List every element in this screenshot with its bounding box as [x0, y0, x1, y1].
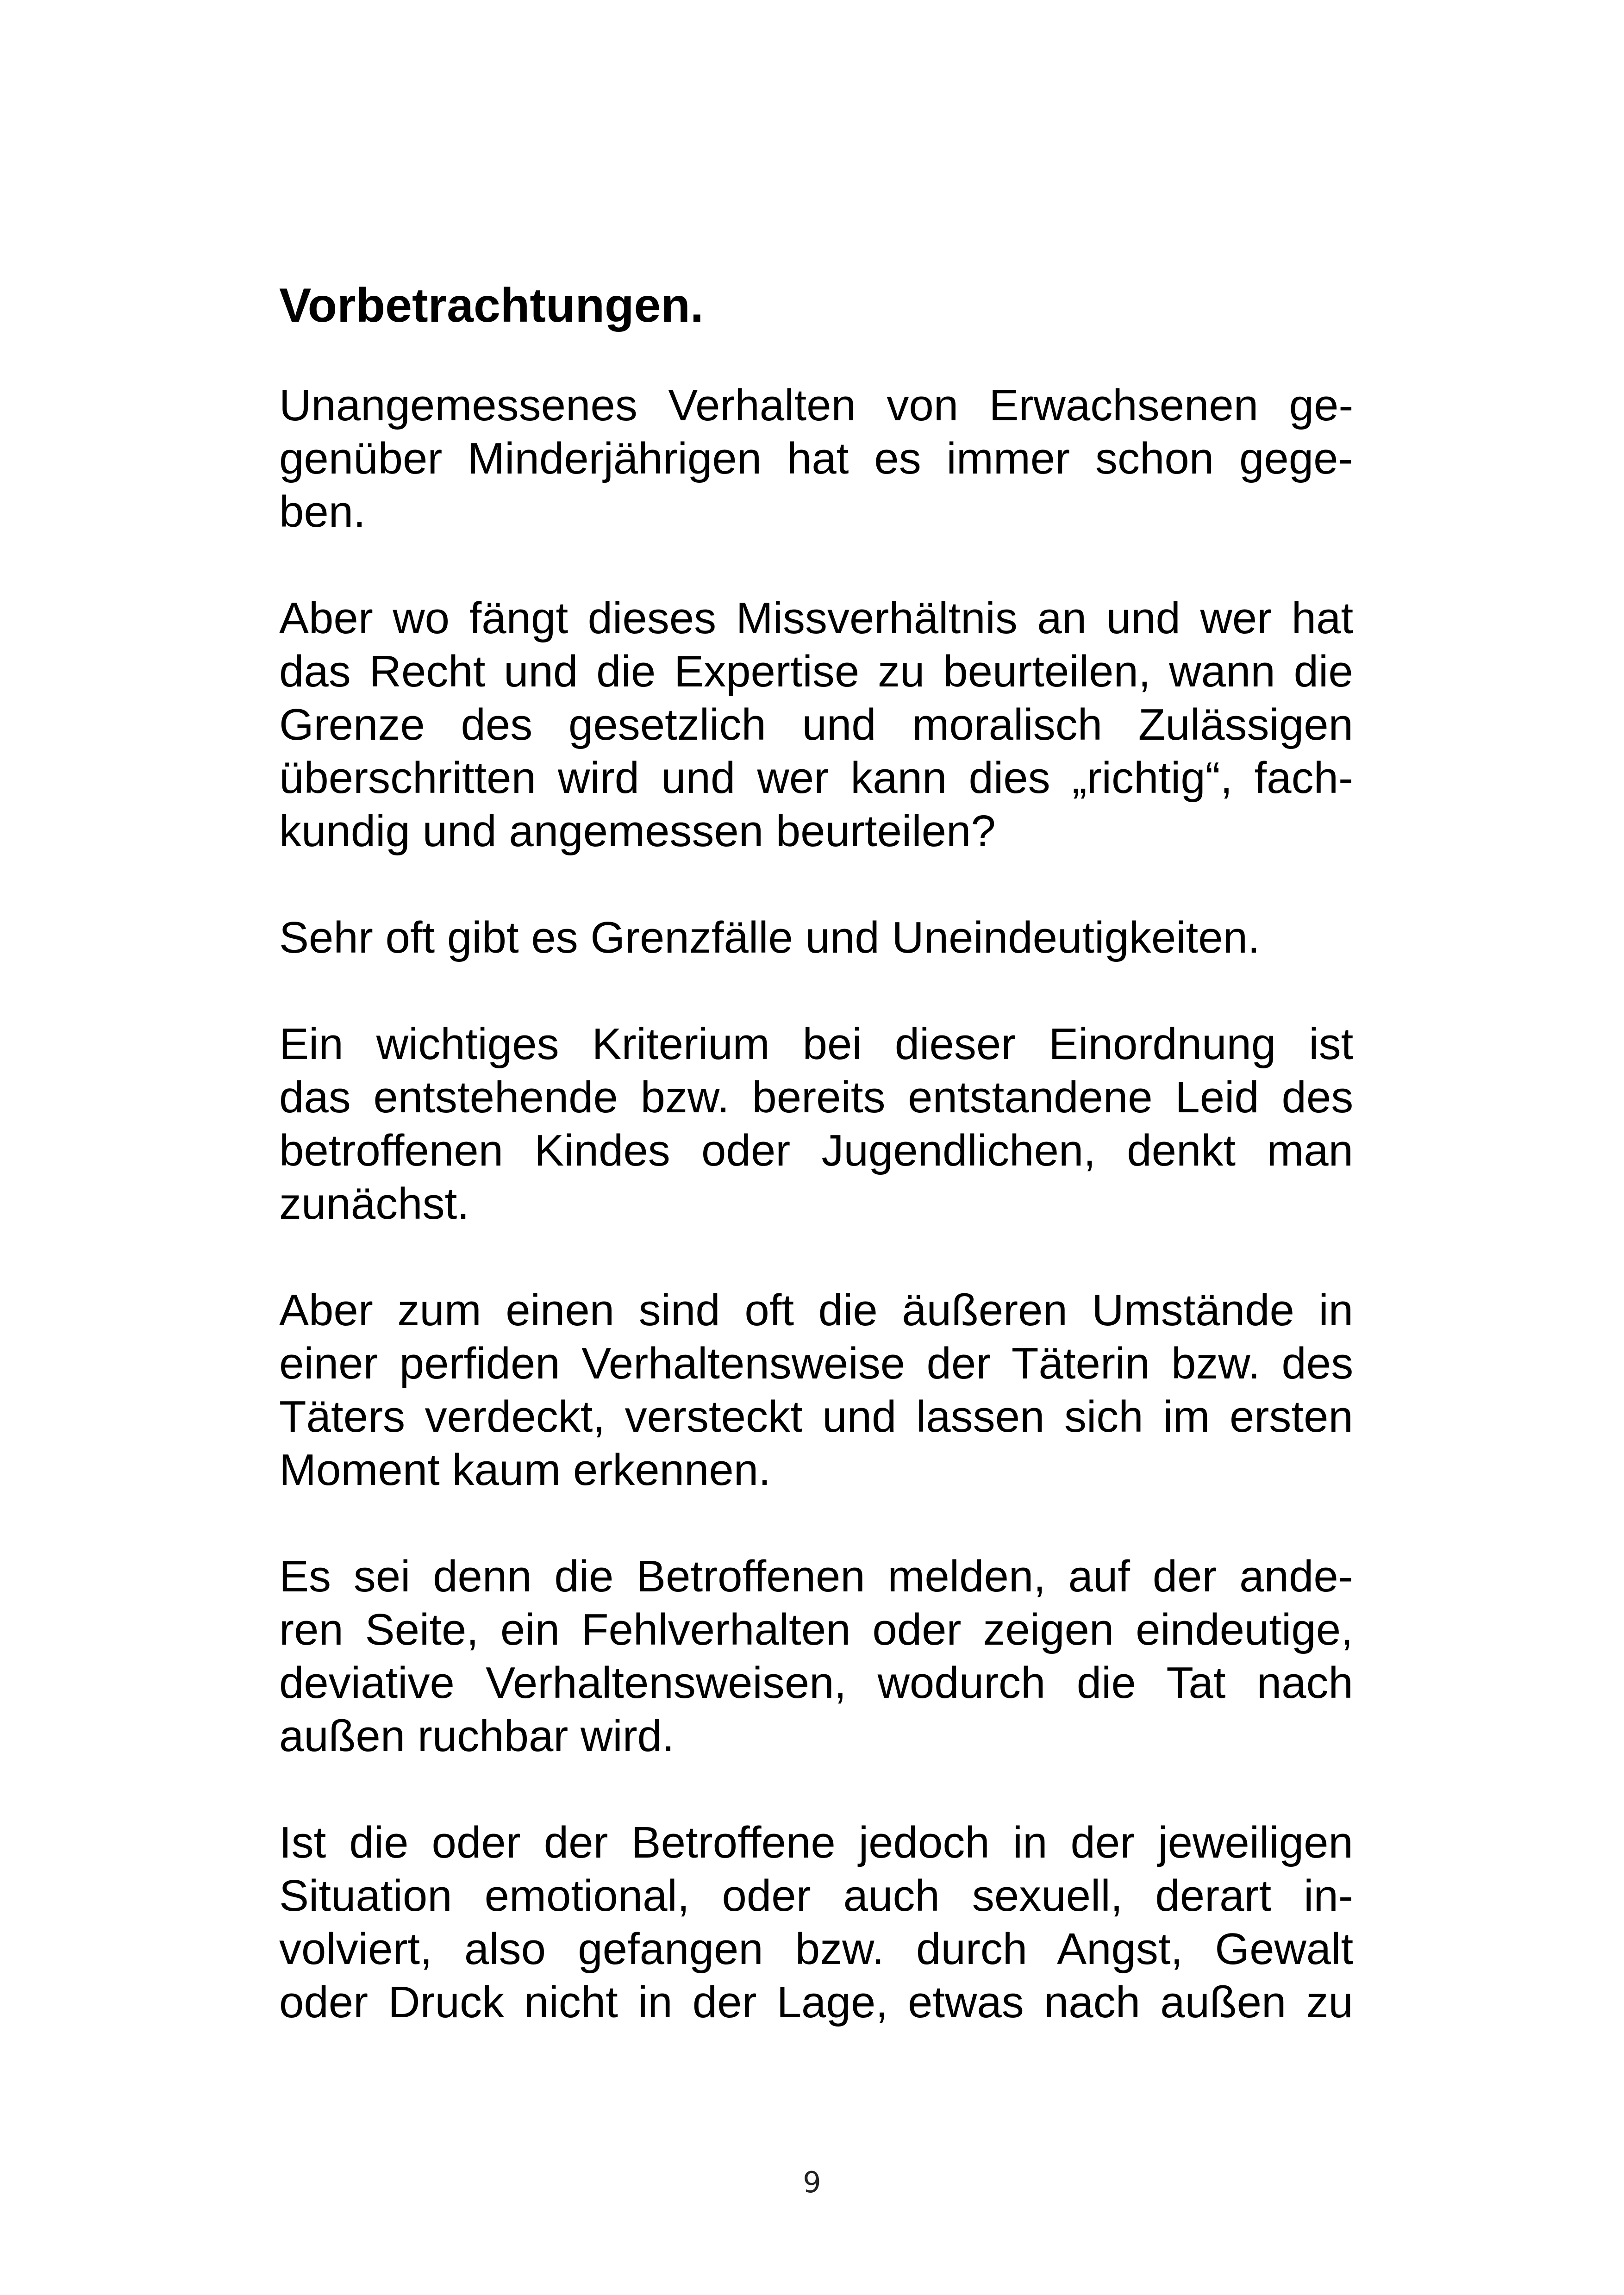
page-number: 9 — [803, 2165, 821, 2199]
text-line: einer perfiden Verhaltensweise der Täterin bzw. des — [279, 1339, 1354, 1388]
paragraph — [279, 1017, 1353, 1230]
chapter-heading: Vorbetrachtungen. — [279, 279, 704, 332]
text-line: volviert, also gefangen bzw. durch Angst, Gewalt — [279, 1924, 1354, 1974]
text-line: Situation emotional, oder auch sexuell, derart in- — [279, 1871, 1353, 1921]
text-line: ren Seite, ein Fehlverhalten oder zeigen eindeutige, — [279, 1605, 1353, 1654]
text-line: Unangemessenes Verhalten von Erwachsenen ge- — [279, 380, 1354, 430]
text-line: Grenze des gesetzlich und moralisch Zulässigen — [279, 700, 1354, 749]
text-line: Sehr oft gibt es Grenzfälle und Uneindeutigkeiten. — [279, 913, 1260, 962]
text-line: Aber wo fängt dieses Missverhältnis an und wer hat — [279, 593, 1354, 643]
text-line: deviative Verhaltensweisen, wodurch die Tat nach — [279, 1658, 1353, 1708]
text-line: kundig und angemessen beurteilen? — [279, 806, 996, 856]
text-line: Es sei denn die Betroffenen melden, auf der ande- — [279, 1552, 1353, 1601]
text-line: ben. — [279, 487, 366, 536]
paragraph-list — [279, 379, 1353, 2029]
paragraph — [279, 911, 1353, 964]
text-line: außen ruchbar wird. — [279, 1711, 675, 1761]
paragraph — [279, 1816, 1353, 2029]
paragraph — [279, 1284, 1353, 1497]
paragraph — [279, 1550, 1353, 1763]
text-line: Ein wichtiges Kriterium bei dieser Einordnung ist — [279, 1019, 1354, 1069]
text-line: zunächst. — [279, 1179, 469, 1229]
text-line: das Recht und die Expertise zu beurteilen, wann die — [279, 647, 1353, 696]
paragraph — [279, 592, 1353, 858]
text-line: betroffenen Kindes oder Jugendlichen, denkt man — [279, 1126, 1354, 1175]
text-line: Ist die oder der Betroffene jedoch in der jeweiligen — [279, 1818, 1353, 1867]
body-text-block — [279, 273, 1353, 2029]
text-line: das entstehende bzw. bereits entstandene Leid des — [279, 1073, 1354, 1122]
text-line: Täters verdeckt, versteckt und lassen sich im ersten — [279, 1392, 1353, 1441]
text-line: genüber Minderjährigen hat es immer schon gege- — [279, 434, 1353, 483]
paragraph — [279, 379, 1353, 538]
text-line: Moment kaum erkennen. — [279, 1445, 771, 1495]
text-line: Aber zum einen sind oft die äußeren Umstände in — [279, 1285, 1354, 1335]
text-line: oder Druck nicht in der Lage, etwas nach außen zu — [279, 1977, 1353, 2027]
text-line: überschritten wird und wer kann dies „richtig“, fach- — [279, 753, 1353, 803]
